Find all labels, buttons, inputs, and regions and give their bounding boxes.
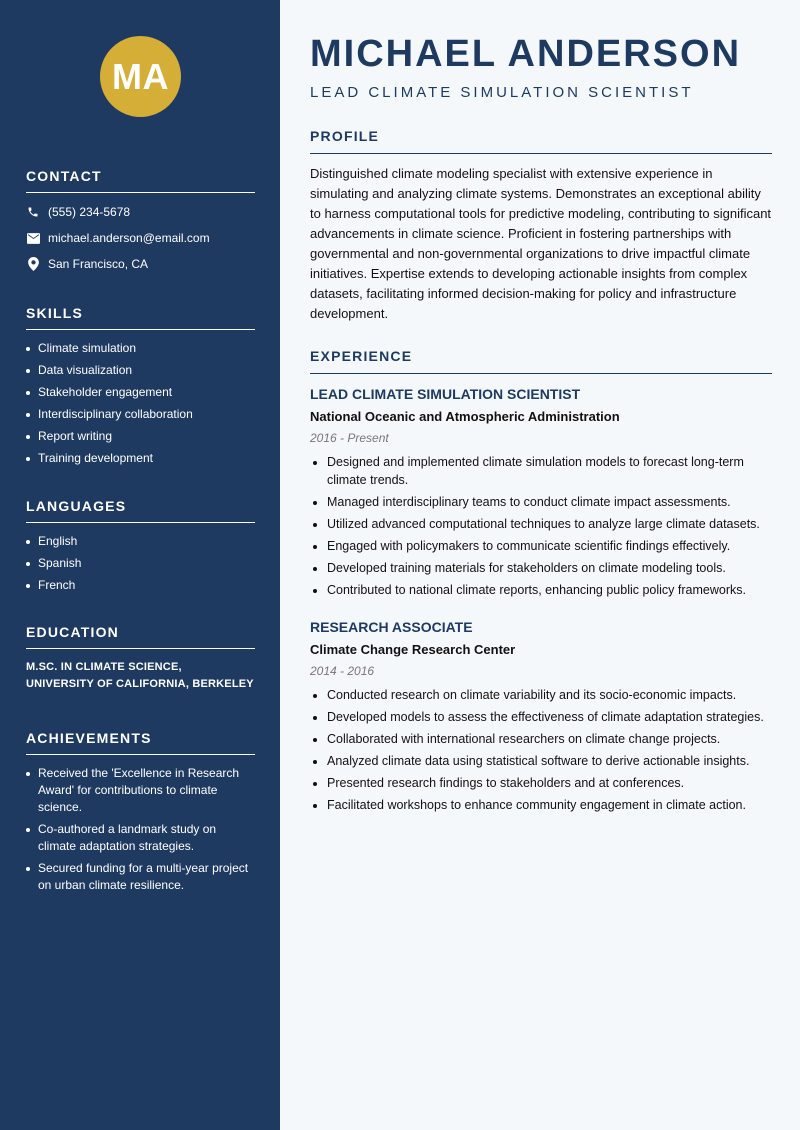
experience-heading: EXPERIENCE (310, 348, 772, 374)
job-role: RESEARCH ASSOCIATE (310, 619, 473, 635)
contact-phone[interactable] (26, 199, 255, 225)
job-bullet: Developed training materials for stakeholders on climate modeling tools. (310, 560, 772, 578)
skill-item: Report writing (26, 428, 255, 445)
education-degree: M.SC. IN CLIMATE SCIENCE, (26, 661, 182, 673)
job-company: National Oceanic and Atmospheric Administration (310, 409, 620, 424)
skill-item: Stakeholder engagement (26, 384, 255, 401)
education-section (26, 624, 255, 693)
location-text: San Francisco, CA (48, 257, 149, 271)
job-bullet: Conducted research on climate variability and its socio-economic impacts. (310, 687, 772, 705)
sidebar (0, 0, 280, 1130)
skills-section (26, 305, 255, 472)
languages-heading: LANGUAGES (26, 498, 255, 523)
contact-section (26, 168, 255, 277)
profile-text: Distinguished climate modeling specialist with extensive experience in simulating and analyzing climate systems. Demonstrates an exceptional ability to harness computational tools for predictive modeling, contributing to significant advancements in climate science. Proficient in fostering partnerships with governmental and non-governmental organizations to drive impactful climate initiatives. Expertise extends to developing actionable insights from complex datasets, facilitating informed decision-making for policy and infrastructure development. (310, 166, 772, 321)
job-bullet: Developed models to assess the effectiveness of climate adaptation strategies. (310, 709, 772, 727)
job-bullet: Designed and implemented climate simulation models to forecast long-term climate trends. (310, 454, 772, 489)
skill-item: Climate simulation (26, 340, 255, 357)
job-bullet: Presented research findings to stakeholders and at conferences. (310, 775, 772, 793)
achievements-section (26, 730, 255, 899)
achievements-heading: ACHIEVEMENTS (26, 730, 255, 755)
education-school: UNIVERSITY OF CALIFORNIA, BERKELEY (26, 678, 254, 690)
job-dates: 2016 - Present (310, 431, 389, 445)
language-item: English (26, 533, 255, 550)
education-heading: EDUCATION (26, 624, 255, 649)
contact-email[interactable] (26, 225, 255, 251)
achievements-list (26, 765, 255, 894)
job-bullets (310, 454, 772, 599)
languages-list (26, 533, 255, 594)
language-item: Spanish (26, 555, 255, 572)
avatar: MA (100, 36, 181, 117)
phone-icon (26, 205, 40, 219)
skills-list (26, 340, 255, 467)
job-company: Climate Change Research Center (310, 642, 516, 657)
education-entry (26, 659, 255, 693)
job-bullet: Collaborated with international researchers on climate change projects. (310, 731, 772, 749)
skills-heading: SKILLS (26, 305, 255, 330)
job-bullet: Managed interdisciplinary teams to conduct climate impact assessments. (310, 494, 772, 512)
phone-text: (555) 234-5678 (48, 205, 131, 219)
achievement-item: Received the 'Excellence in Research Award' for contributions to climate science. (26, 765, 255, 816)
job-role: LEAD CLIMATE SIMULATION SCIENTIST (310, 386, 581, 402)
languages-section (26, 498, 255, 599)
skill-item: Training development (26, 450, 255, 467)
job-entry (310, 386, 772, 604)
job-bullet: Facilitated workshops to enhance community engagement in climate action. (310, 797, 772, 815)
email-icon (26, 231, 40, 245)
job-bullet: Contributed to national climate reports, enhancing public policy frameworks. (310, 582, 772, 600)
contact-location (26, 251, 255, 277)
location-pin-icon (26, 257, 40, 271)
job-bullet: Analyzed climate data using statistical software to derive actionable insights. (310, 753, 772, 771)
job-bullet: Utilized advanced computational techniques to analyze large climate datasets. (310, 516, 772, 534)
job-bullet: Engaged with policymakers to communicate scientific findings effectively. (310, 538, 772, 556)
email-text: michael.anderson@email.com (48, 231, 210, 245)
job-entry (310, 619, 772, 819)
language-item: French (26, 577, 255, 594)
skill-item: Interdisciplinary collaboration (26, 406, 255, 423)
achievement-item: Secured funding for a multi-year project on urban climate resilience. (26, 860, 255, 894)
profile-heading: PROFILE (310, 128, 772, 154)
job-dates: 2014 - 2016 (310, 664, 375, 678)
contact-heading: CONTACT (26, 168, 255, 193)
candidate-title: LEAD CLIMATE SIMULATION SCIENTIST (310, 84, 694, 101)
achievement-item: Co-authored a landmark study on climate adaptation strategies. (26, 821, 255, 855)
candidate-name: MICHAEL ANDERSON (310, 33, 742, 75)
job-bullets (310, 687, 772, 815)
skill-item: Data visualization (26, 362, 255, 379)
